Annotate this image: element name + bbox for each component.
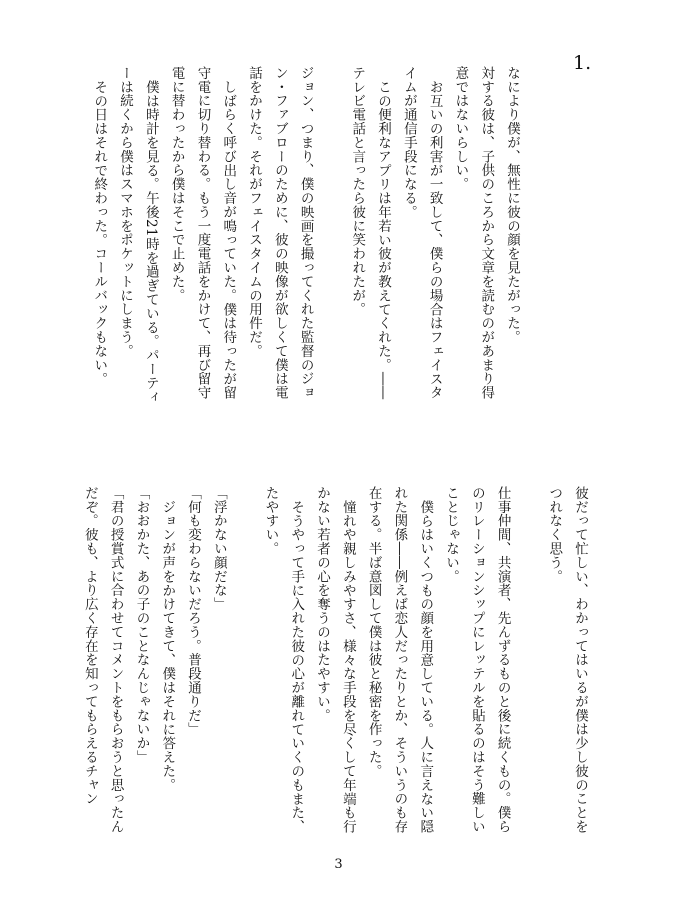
page-number: 3 <box>334 857 343 872</box>
paragraph: この便利なアプリは年若い彼が教えてくれた。――テレビ電話と言ったら彼に笑われたが。 <box>349 66 392 400</box>
paragraph: 「君の授賞式に合わせてコメントをもらおうと思ったんだぞ。彼も、より広く存在を知ってもらえるチャン <box>81 486 124 834</box>
paragraph: 僕は時計を見る。午後21時を過ぎている。パーティーは続くから僕はスマホをポケットにしまう。 <box>117 66 159 404</box>
paragraph: 憧れや親しみやすさ、様々な手段を尽くして年端も行かない若者の心を奪うのはたやすい。 <box>314 486 356 834</box>
paragraph: 対する彼は、子供のころから文章を読むのがあまり得意ではないらしい。 <box>452 66 495 400</box>
paragraph: 「何も変わらないだろう。普段通りだ」 <box>185 486 202 737</box>
paragraph: 「おおかた、あの子のことなんじゃないか」 <box>133 486 150 764</box>
paragraph: 彼だって忙しい、わかってはいるが僕は少し彼のことをつれなく思う。 <box>546 486 588 834</box>
paragraph: しばらく呼び出し音が鳴っていた。僕は待ったが留守電に切り替わる。もう一度電話をかけて、再び留守電に替わったから僕はそこで止めた。 <box>168 66 237 400</box>
paragraph: ジョンが声をかけてきて、僕はそれに答えた。 <box>159 499 176 792</box>
paragraph: 「浮かない顔だな」 <box>210 486 227 612</box>
chapter-heading: 1. <box>573 52 592 74</box>
paragraph: 仕事仲間、共演者、先んずるものと後に続くもの。僕らのリレーションシップにレッテルを貼るのはそう難しいことじゃない。 <box>443 486 511 834</box>
upper-text-block <box>91 66 524 406</box>
paragraph: 僕らはいくつもの顔を用意している。人に言えない隠れた関係――例えば恋人だったりとか、そういうのも存在する。半ば意図して僕は彼と秘密を作った。 <box>365 486 434 834</box>
paragraph: なにより僕が、無性に彼の顔を見たがった。 <box>504 66 520 344</box>
paragraph: お互いの利害が一致して、僕らの場合はフェイスタイムが通信手段になる。 <box>400 66 443 400</box>
paragraph: そうやって手に入れた彼の心が離れていくのもまた、たやすい。 <box>262 486 305 834</box>
paragraph: その日はそれで終わった。コールバックもない。 <box>91 79 108 386</box>
paragraph: ジョン、つまり、僕の映画を撮ってくれた監督のジョン・ファブローのために、彼の映像が欲しくて僕は電話をかけた。それがフェイスタイムの用件だ。 <box>246 66 314 400</box>
lower-text-block <box>81 486 592 846</box>
